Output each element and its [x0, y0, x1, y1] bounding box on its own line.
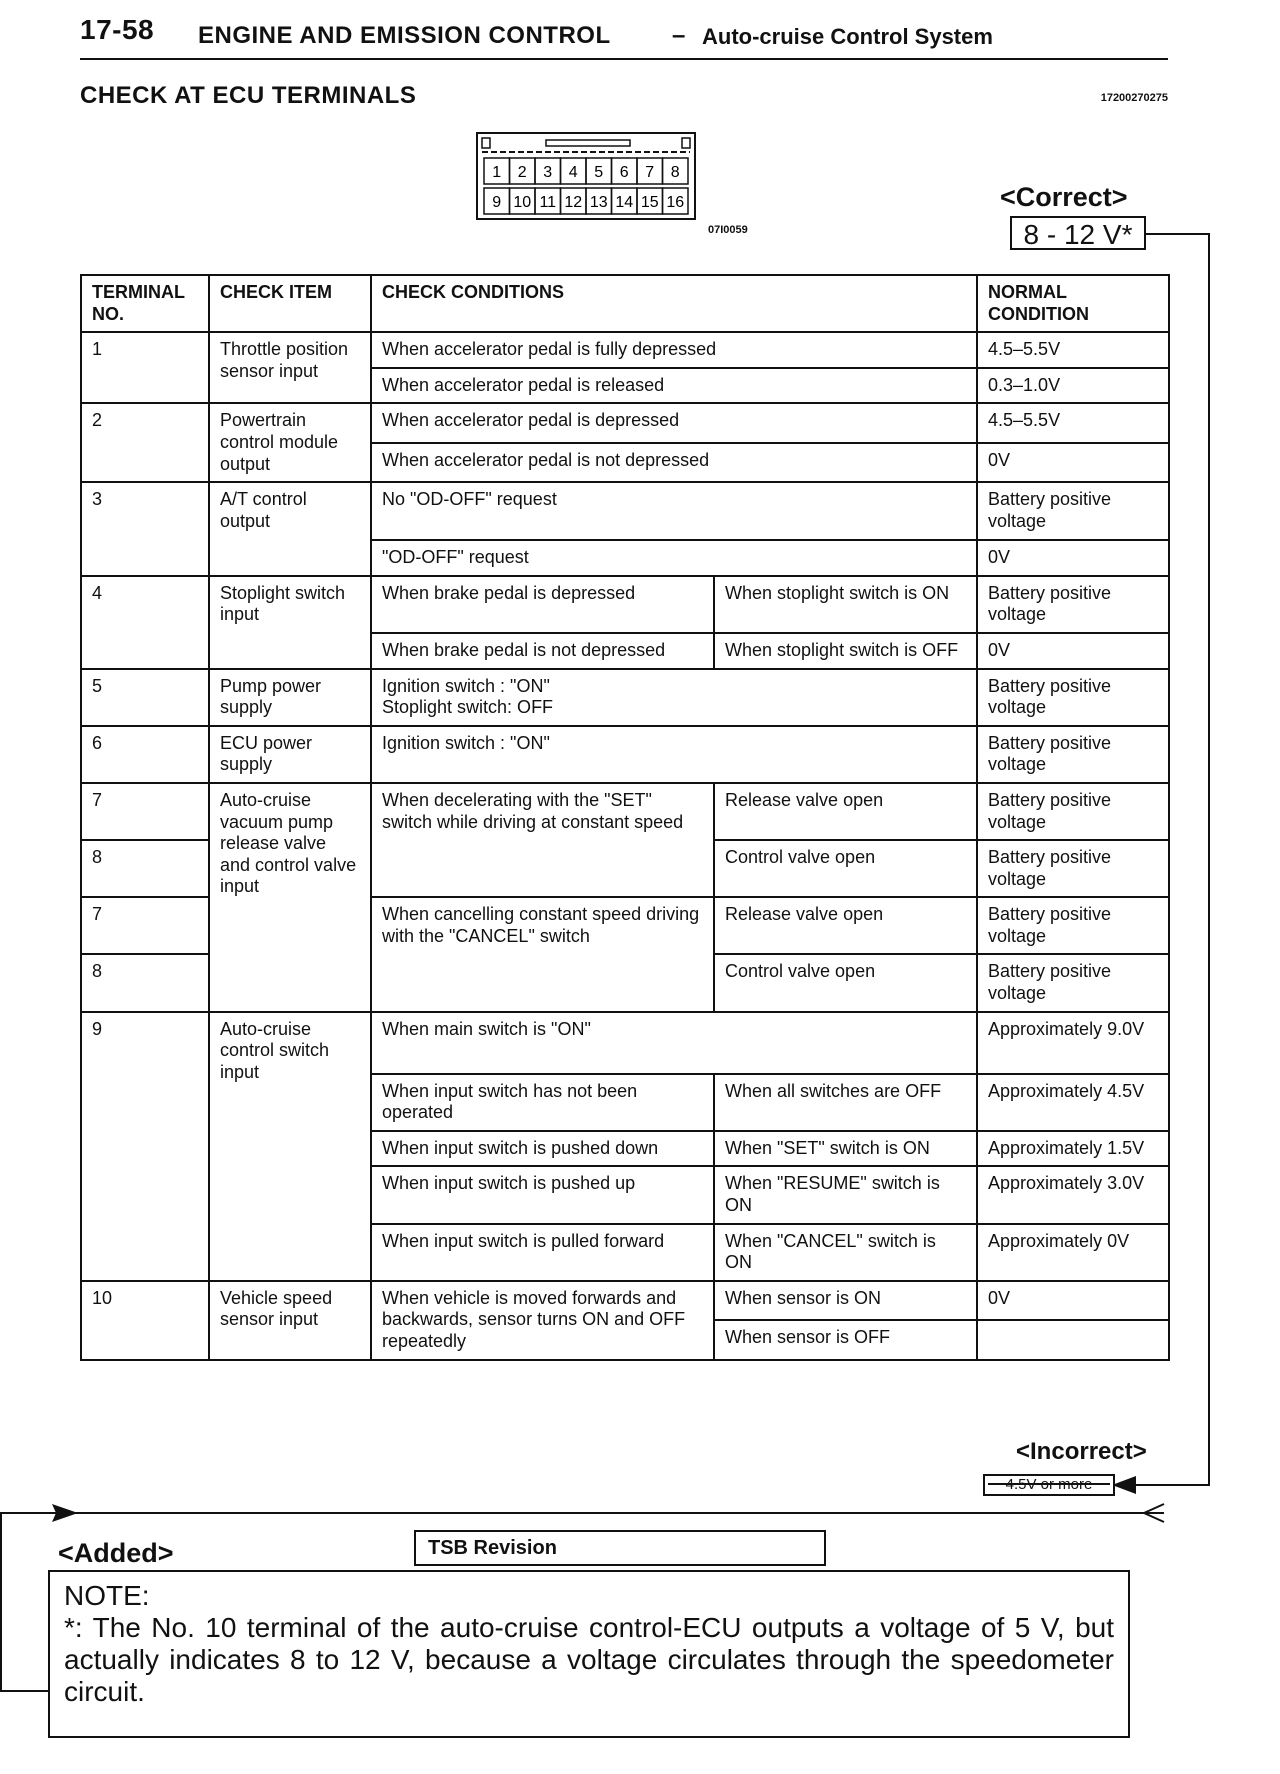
terminal-number: 3 — [81, 482, 209, 576]
normal-condition: Battery positive voltage — [977, 669, 1169, 726]
check-condition — [371, 669, 977, 726]
check-item: Auto-cruise control switch input — [209, 1012, 371, 1281]
connector-pin-label: 1 — [492, 164, 502, 181]
connector-pin-label: 12 — [564, 194, 583, 211]
check-item: Stoplight switch input — [209, 576, 371, 669]
terminal-number: 9 — [81, 1012, 209, 1281]
normal-condition: Battery positive voltage — [977, 783, 1169, 840]
normal-condition: Battery positive voltage — [977, 726, 1169, 783]
table-row — [81, 576, 1169, 633]
check-condition-line: Stoplight switch: OFF — [382, 697, 554, 718]
connector-pin-label: 9 — [492, 194, 502, 211]
connector-pin-label: 11 — [539, 194, 557, 211]
check-sub-condition: When sensor is OFF — [714, 1320, 977, 1360]
correct-callout-line-vertical — [1208, 233, 1210, 1486]
header-check-conditions: CHECK CONDITIONS — [371, 275, 977, 332]
connector-pin-label: 4 — [568, 164, 578, 181]
check-item: ECU power supply — [209, 726, 371, 783]
check-condition: When main switch is "ON" — [371, 1012, 977, 1074]
connector-pin-label: 6 — [619, 164, 629, 181]
connector-pin-label: 2 — [517, 164, 527, 181]
normal-condition-empty — [977, 1320, 1169, 1360]
check-item: Auto-cruise vacuum pump release valve and control valve input — [209, 783, 371, 1012]
terminal-number: 6 — [81, 726, 209, 783]
check-condition-line: Ignition switch : "ON" — [382, 675, 550, 696]
check-condition: No "OD-OFF" request — [371, 482, 977, 540]
check-sub-condition: Control valve open — [714, 840, 977, 897]
section-title: ENGINE AND EMISSION CONTROL — [198, 22, 611, 49]
note-title: NOTE: — [64, 1580, 150, 1611]
check-condition: When decelerating with the "SET" switch while driving at constant speed — [371, 783, 714, 897]
connector-code: 07I0059 — [708, 224, 748, 236]
reference-code: 17200270275 — [1100, 92, 1168, 104]
connector-pin-label: 5 — [594, 164, 604, 181]
normal-condition: Battery positive voltage — [977, 897, 1169, 954]
terminal-number: 1 — [81, 332, 209, 403]
terminal-check-table — [80, 274, 1170, 1361]
check-condition: When vehicle is moved forwards and backwards, sensor turns ON and OFF repeatedly — [371, 1281, 714, 1360]
normal-condition: Approximately 3.0V — [977, 1166, 1169, 1223]
normal-condition: 0V — [977, 540, 1169, 576]
table-row — [81, 332, 1169, 368]
check-sub-condition: When all switches are OFF — [714, 1074, 977, 1131]
check-sub-condition: Release valve open — [714, 897, 977, 954]
connector-top-row — [484, 158, 688, 184]
check-sub-condition: When sensor is ON — [714, 1281, 977, 1320]
header-rule — [80, 58, 1168, 60]
table-row — [81, 482, 1169, 540]
added-callout-line-vertical — [0, 1512, 2, 1692]
connector-bottom-row — [484, 188, 688, 214]
check-item: Throttle position sensor input — [209, 332, 371, 403]
normal-condition: Battery positive voltage — [977, 840, 1169, 897]
correct-value-box: 8 - 12 V* — [1010, 216, 1146, 250]
insertion-left-arrow-icon — [34, 1502, 78, 1524]
normal-condition: 0.3–1.0V — [977, 368, 1169, 404]
table-row — [81, 403, 1169, 442]
terminal-number: 8 — [81, 954, 209, 1011]
connector-pin-label: 14 — [615, 194, 634, 211]
correct-callout-line-bottom — [1130, 1484, 1210, 1486]
terminal-number: 8 — [81, 840, 209, 897]
normal-condition: 4.5–5.5V — [977, 403, 1169, 442]
connector-pin-label: 13 — [589, 194, 608, 211]
normal-condition: Approximately 1.5V — [977, 1131, 1169, 1167]
check-sub-condition: When "SET" switch is ON — [714, 1131, 977, 1167]
check-condition: "OD-OFF" request — [371, 540, 977, 576]
terminal-number: 2 — [81, 403, 209, 482]
note-box — [48, 1570, 1130, 1738]
section-subtitle: Auto-cruise Control System — [702, 24, 993, 49]
normal-condition: 0V — [977, 443, 1169, 482]
check-item: A/T control output — [209, 482, 371, 576]
correct-label: <Correct> — [1000, 182, 1128, 212]
check-condition: Ignition switch : "ON" — [371, 726, 977, 783]
added-callout-line-top — [0, 1512, 36, 1514]
table-row — [81, 1281, 1169, 1320]
terminal-number: 5 — [81, 669, 209, 726]
connector-pin-label: 10 — [513, 194, 532, 211]
added-callout-line-bottom — [0, 1690, 50, 1692]
normal-condition: 0V — [977, 633, 1169, 669]
incorrect-value-box — [983, 1474, 1115, 1496]
connector-pin-label: 15 — [640, 194, 659, 211]
insertion-line — [74, 1512, 1164, 1514]
connector-pin-label: 8 — [670, 164, 680, 181]
arrow-icon — [1112, 1476, 1136, 1494]
normal-condition: 4.5–5.5V — [977, 332, 1169, 368]
terminal-number: 4 — [81, 576, 209, 669]
strikethrough-line — [988, 1483, 1110, 1485]
normal-condition: Approximately 0V — [977, 1224, 1169, 1281]
check-condition: When input switch is pushed up — [371, 1166, 714, 1223]
terminal-number: 10 — [81, 1281, 209, 1360]
connector-pin-label: 3 — [543, 164, 553, 181]
insertion-right-caret-icon — [1140, 1502, 1168, 1524]
connector-pin-label: 16 — [666, 194, 685, 211]
check-title: CHECK AT ECU TERMINALS — [80, 82, 417, 109]
ecu-connector-diagram — [476, 132, 696, 220]
normal-condition: Battery positive voltage — [977, 954, 1169, 1011]
check-sub-condition: When stoplight switch is ON — [714, 576, 977, 633]
check-condition: When accelerator pedal is depressed — [371, 403, 977, 442]
header-normal-condition: NORMAL CONDITION — [977, 275, 1169, 332]
table-row — [81, 669, 1169, 726]
check-sub-condition: When "RESUME" switch is ON — [714, 1166, 977, 1223]
check-sub-condition: Release valve open — [714, 783, 977, 840]
terminal-number: 7 — [81, 783, 209, 840]
check-condition: When brake pedal is depressed — [371, 576, 714, 633]
incorrect-label: <Incorrect> — [1016, 1438, 1147, 1465]
correct-callout-line — [1146, 233, 1210, 235]
table-header-row — [81, 275, 1169, 332]
normal-condition: Battery positive voltage — [977, 576, 1169, 633]
check-condition: When cancelling constant speed driving with the "CANCEL" switch — [371, 897, 714, 1011]
check-item: Powertrain control module output — [209, 403, 371, 482]
terminal-number: 7 — [81, 897, 209, 954]
check-item: Vehicle speed sensor input — [209, 1281, 371, 1360]
added-label: <Added> — [58, 1538, 174, 1568]
table-row — [81, 726, 1169, 783]
check-sub-condition: When stoplight switch is OFF — [714, 633, 977, 669]
normal-condition: Approximately 4.5V — [977, 1074, 1169, 1131]
normal-condition: 0V — [977, 1281, 1169, 1320]
check-condition: When brake pedal is not depressed — [371, 633, 714, 669]
check-condition: When input switch is pulled forward — [371, 1224, 714, 1281]
tsb-revision-box: TSB Revision — [414, 1530, 826, 1566]
check-item: Pump power supply — [209, 669, 371, 726]
table-row — [81, 783, 1169, 840]
connector-pin-label: 7 — [645, 164, 655, 181]
check-condition: When input switch is pushed down — [371, 1131, 714, 1167]
header-check-item: CHECK ITEM — [209, 275, 371, 332]
section-separator: – — [672, 22, 686, 49]
page-number: 17-58 — [80, 14, 155, 45]
check-condition: When accelerator pedal is released — [371, 368, 977, 404]
check-condition: When accelerator pedal is fully depressed — [371, 332, 977, 368]
check-sub-condition: Control valve open — [714, 954, 977, 1011]
table-row — [81, 1012, 1169, 1074]
normal-condition: Battery positive voltage — [977, 482, 1169, 540]
check-sub-condition: When "CANCEL" switch is ON — [714, 1224, 977, 1281]
header-terminal: TERMINAL NO. — [81, 275, 209, 332]
note-body: *: The No. 10 terminal of the auto-cruise control-ECU outputs a voltage of 5 V, but actually indicates 8 to 12 V, because a voltage circulates through the speedometer circuit. — [64, 1612, 1114, 1707]
normal-condition: Approximately 9.0V — [977, 1012, 1169, 1074]
check-condition: When input switch has not been operated — [371, 1074, 714, 1131]
check-condition: When accelerator pedal is not depressed — [371, 443, 977, 482]
